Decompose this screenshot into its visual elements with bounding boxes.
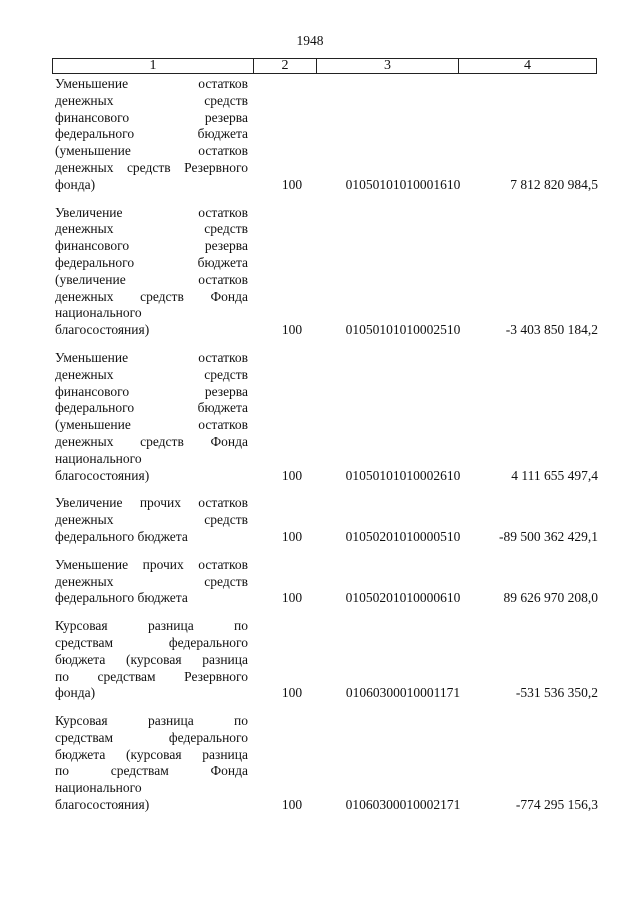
description-line: (увеличение остатков	[55, 271, 248, 287]
classification-code: 01050101010002510	[345, 322, 461, 338]
table-row	[55, 557, 600, 607]
row-description	[55, 618, 248, 702]
table-row	[55, 76, 600, 194]
amount-value: -774 295 156,3	[515, 797, 598, 813]
description-line: национального	[55, 305, 142, 321]
row-description	[55, 350, 248, 484]
description-line: денежных средств Фонда	[55, 288, 248, 304]
description-line: денежных средств	[55, 92, 248, 108]
description-line: средствам федерального	[55, 634, 248, 650]
description-line: денежных средств	[55, 573, 248, 589]
header-col-1: 1	[53, 59, 254, 73]
table-row	[55, 350, 600, 484]
row-description	[55, 76, 248, 194]
table-header-row	[52, 58, 597, 74]
description-line: фонда)	[55, 685, 96, 701]
table-row	[55, 713, 600, 814]
description-line: федерального бюджета	[55, 528, 188, 544]
description-line: денежных средств Резервного	[55, 159, 248, 175]
description-line: (уменьшение остатков	[55, 417, 248, 433]
description-line: денежных средств Фонда	[55, 433, 248, 449]
classification-code: 01050101010001610	[345, 176, 461, 192]
admin-code: 100	[281, 685, 303, 701]
admin-code: 100	[281, 797, 303, 813]
description-line: национального	[55, 450, 142, 466]
page-number: 1948	[296, 33, 324, 48]
description-line: денежных средств	[55, 366, 248, 382]
description-line: Курсовая разница по	[55, 713, 248, 729]
description-line: бюджета (курсовая разница	[55, 651, 248, 667]
description-line: Увеличение остатков	[55, 204, 248, 220]
header-col-4: 4	[524, 58, 531, 73]
description-line: национального	[55, 780, 142, 796]
classification-code: 01060300010002171	[345, 797, 461, 813]
amount-value: -531 536 350,2	[515, 685, 598, 701]
table-row	[55, 618, 600, 702]
table-row	[55, 495, 600, 545]
description-line: по средствам Резервного	[55, 668, 248, 684]
admin-code: 100	[281, 467, 303, 483]
description-line: денежных средств	[55, 512, 248, 528]
amount-value: 4 111 655 497,4	[511, 467, 598, 483]
header-col-3: 3	[317, 59, 459, 73]
admin-code: 100	[281, 590, 303, 606]
classification-code: 01050101010002610	[345, 467, 461, 483]
description-line: средствам федерального	[55, 729, 248, 745]
table-body	[55, 76, 600, 825]
header-col-2: 2	[254, 59, 317, 73]
amount-value: -3 403 850 184,2	[505, 322, 598, 338]
description-line: благосостояния)	[55, 467, 150, 483]
row-description	[55, 495, 248, 545]
classification-code: 01060300010001171	[345, 685, 461, 701]
description-line: Уменьшение остатков	[55, 76, 248, 91]
amount-value: -89 500 362 429,1	[499, 528, 598, 544]
amount-value: 89 626 970 208,0	[503, 590, 598, 606]
description-line: Увеличение прочих остатков	[55, 495, 248, 511]
table-row	[55, 205, 600, 339]
description-line: федерального бюджета	[55, 400, 248, 416]
description-line: финансового резерва	[55, 109, 248, 125]
row-description	[55, 713, 248, 814]
description-line: федерального бюджета	[55, 590, 188, 606]
description-line: финансового резерва	[55, 383, 248, 399]
row-description	[55, 205, 248, 339]
admin-code: 100	[281, 528, 303, 544]
classification-code: 01050201010000510	[345, 528, 461, 544]
description-line: благосостояния)	[55, 322, 150, 338]
description-line: бюджета (курсовая разница	[55, 746, 248, 762]
classification-code: 01050201010000610	[345, 590, 461, 606]
description-line: (уменьшение остатков	[55, 143, 248, 159]
description-line: денежных средств	[55, 221, 248, 237]
description-line: финансового резерва	[55, 238, 248, 254]
description-line: фонда)	[55, 176, 96, 192]
row-description	[55, 557, 248, 607]
description-line: Уменьшение остатков	[55, 349, 248, 365]
description-line: Уменьшение прочих остатков	[55, 556, 248, 572]
description-line: по средствам Фонда	[55, 763, 248, 779]
description-line: федерального бюджета	[55, 126, 248, 142]
admin-code: 100	[281, 176, 303, 192]
admin-code: 100	[281, 322, 303, 338]
description-line: федерального бюджета	[55, 254, 248, 270]
description-line: благосостояния)	[55, 797, 150, 813]
description-line: Курсовая разница по	[55, 618, 248, 634]
amount-value: 7 812 820 984,5	[510, 176, 598, 192]
